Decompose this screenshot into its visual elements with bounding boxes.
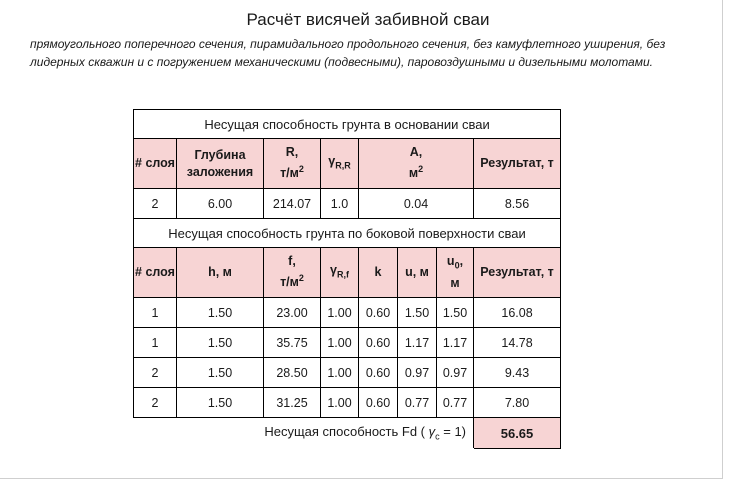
calculation-table xyxy=(133,109,561,449)
cell-layer: 2 xyxy=(134,189,177,219)
header-gamma-Rf: $\gamma_{R,f}$ xyxy=(321,248,359,298)
cell-u: 1.50 xyxy=(398,298,437,328)
table-row xyxy=(134,358,561,388)
cell-h: 1.50 xyxy=(177,298,264,328)
base-section-caption: Несущая способность грунта в основании сваи xyxy=(134,110,561,139)
page-title: Расчёт висячей забивной сваи xyxy=(246,10,490,29)
header-f: f, $т/м^2$ xyxy=(264,248,321,298)
cell-depth: 6.00 xyxy=(177,189,264,219)
header-result: Результат, т xyxy=(474,139,561,189)
cell-layer: 2 xyxy=(134,388,177,418)
cell-gamma: 1.00 xyxy=(321,388,359,418)
header-layer: # слоя xyxy=(134,248,177,298)
side-header-row xyxy=(134,248,561,298)
cell-result: 16.08 xyxy=(474,298,561,328)
table-row xyxy=(134,388,561,418)
header-h: h, м xyxy=(177,248,264,298)
cell-u0: 1.50 xyxy=(437,298,474,328)
page-subtitle: прямоугольного поперечного сечения, пирамидального продольного сечения, без камуфлетного уширения, без лидерных скважин и с погружением механическими (подвесными), паровоздушными и дизельными молотами. xyxy=(30,37,666,69)
total-value: 56.65 xyxy=(474,418,561,449)
cell-gamma: 1.00 xyxy=(321,298,359,328)
header-k: k xyxy=(359,248,398,298)
side-section-caption-row xyxy=(134,219,561,248)
cell-R: 214.07 xyxy=(264,189,321,219)
cell-A: 0.04 xyxy=(359,189,474,219)
cell-h: 1.50 xyxy=(177,388,264,418)
base-data-row xyxy=(134,189,561,219)
cell-result: 14.78 xyxy=(474,328,561,358)
cell-f: 28.50 xyxy=(264,358,321,388)
cell-u0: 0.77 xyxy=(437,388,474,418)
base-section-caption-row xyxy=(134,110,561,139)
cell-gamma: 1.0 xyxy=(321,189,359,219)
cell-h: 1.50 xyxy=(177,358,264,388)
total-row xyxy=(134,418,561,449)
table-row xyxy=(134,298,561,328)
base-header-row xyxy=(134,139,561,189)
header-depth: Глубина заложения xyxy=(177,139,264,189)
cell-result: 8.56 xyxy=(474,189,561,219)
total-label: Несущая способность Fd ( $\gamma_c = 1$) xyxy=(134,418,474,449)
cell-layer: 2 xyxy=(134,358,177,388)
cell-k: 0.60 xyxy=(359,328,398,358)
cell-f: 31.25 xyxy=(264,388,321,418)
cell-k: 0.60 xyxy=(359,388,398,418)
cell-f: 35.75 xyxy=(264,328,321,358)
cell-layer: 1 xyxy=(134,328,177,358)
header-u0: $u_0$, м xyxy=(437,248,474,298)
cell-result: 7.80 xyxy=(474,388,561,418)
cell-k: 0.60 xyxy=(359,358,398,388)
header-gamma-RR: $\gamma_{R,R}$ xyxy=(321,139,359,189)
cell-u0: 1.17 xyxy=(437,328,474,358)
cell-f: 23.00 xyxy=(264,298,321,328)
cell-u: 0.97 xyxy=(398,358,437,388)
cell-gamma: 1.00 xyxy=(321,328,359,358)
table-row xyxy=(134,328,561,358)
cell-result: 9.43 xyxy=(474,358,561,388)
cell-k: 0.60 xyxy=(359,298,398,328)
header-A: A, $м^2$ xyxy=(359,139,474,189)
header-u: u, м xyxy=(398,248,437,298)
header-layer: # слоя xyxy=(134,139,177,189)
side-section-caption: Несущая способность грунта по боковой поверхности сваи xyxy=(134,219,561,248)
cell-layer: 1 xyxy=(134,298,177,328)
cell-h: 1.50 xyxy=(177,328,264,358)
header-R: R, $т/м^2$ xyxy=(264,139,321,189)
cell-u0: 0.97 xyxy=(437,358,474,388)
cell-u: 1.17 xyxy=(398,328,437,358)
header-result: Результат, т xyxy=(474,248,561,298)
cell-gamma: 1.00 xyxy=(321,358,359,388)
cell-u: 0.77 xyxy=(398,388,437,418)
